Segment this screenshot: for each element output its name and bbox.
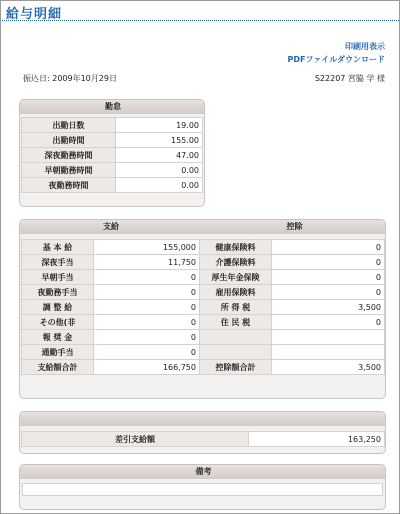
payment-label: 調 整 給 [22, 300, 94, 315]
deduction-value: 0 [272, 240, 385, 255]
attendance-value: 19.00 [116, 118, 203, 133]
pdf-download-link[interactable]: PDFファイルダウンロード [287, 55, 385, 64]
remarks-text [22, 483, 383, 496]
attendance-table [21, 117, 203, 193]
pay-row [22, 300, 385, 315]
deduction-value: 3,500 [272, 300, 385, 315]
deduction-value: 0 [272, 255, 385, 270]
deduction-label: 控除額合計 [200, 360, 272, 375]
title-divider [2, 20, 399, 21]
attendance-heading: 勤怠 [20, 100, 205, 114]
attendance-value: 47.00 [116, 148, 203, 163]
deduction-value: 0 [272, 270, 385, 285]
employee-name: S22207 宮脇 学 様 [314, 74, 385, 83]
deduction-label: 所 得 税 [200, 300, 272, 315]
payment-value: 11,750 [94, 255, 200, 270]
payment-value: 0 [94, 315, 200, 330]
pay-row [22, 270, 385, 285]
pay-panel [19, 219, 386, 399]
attendance-panel [19, 99, 205, 207]
deduction-label: 厚生年金保険 [200, 270, 272, 285]
remarks-panel [19, 464, 386, 510]
payment-value: 166,750 [94, 360, 200, 375]
print-view-link[interactable]: 印刷用表示 [345, 42, 385, 51]
attendance-row [22, 133, 203, 148]
deduction-label [200, 330, 272, 345]
payment-value: 0 [94, 300, 200, 315]
payment-label: 基 本 給 [22, 240, 94, 255]
pay-row [22, 315, 385, 330]
attendance-label: 早朝勤務時間 [22, 163, 116, 178]
net-pay-value: 163,250 [249, 432, 385, 447]
payment-value: 0 [94, 345, 200, 360]
net-pay-label: 差引支給額 [22, 432, 249, 447]
net-pay-panel [19, 411, 386, 454]
payment-label: 深夜手当 [22, 255, 94, 270]
deduction-label: 雇用保険料 [200, 285, 272, 300]
deduction-value [272, 345, 385, 360]
deduction-label: 住 民 税 [200, 315, 272, 330]
payment-label: 支給額合計 [22, 360, 94, 375]
payment-label: その他(非 [22, 315, 94, 330]
pay-row [22, 345, 385, 360]
payment-label: 早朝手当 [22, 270, 94, 285]
attendance-label: 夜勤務時間 [22, 178, 116, 193]
payment-heading: 支給 [103, 222, 119, 231]
payment-value: 0 [94, 330, 200, 345]
attendance-row [22, 178, 203, 193]
attendance-value: 0.00 [116, 163, 203, 178]
pay-row [22, 240, 385, 255]
net-pay-heading-bar [20, 412, 386, 426]
pay-row [22, 360, 385, 375]
attendance-value: 155.00 [116, 133, 203, 148]
pay-row [22, 255, 385, 270]
attendance-row [22, 163, 203, 178]
attendance-row [22, 118, 203, 133]
payment-label: 夜勤務手当 [22, 285, 94, 300]
payment-label: 報 奨 金 [22, 330, 94, 345]
pay-row [22, 285, 385, 300]
payment-label: 通勤手当 [22, 345, 94, 360]
deduction-label [200, 345, 272, 360]
attendance-value: 0.00 [116, 178, 203, 193]
payment-value: 0 [94, 270, 200, 285]
attendance-label: 出勤時間 [22, 133, 116, 148]
deduction-value [272, 330, 385, 345]
attendance-row [22, 148, 203, 163]
deduction-label: 介護保険料 [200, 255, 272, 270]
deduction-value: 0 [272, 285, 385, 300]
page-title: 給与明細 [6, 7, 63, 22]
remarks-heading: 備考 [20, 465, 386, 479]
pay-table [21, 239, 385, 375]
deduction-value: 0 [272, 315, 385, 330]
payment-value: 155,000 [94, 240, 200, 255]
transfer-date: 振込日: 2009年10月29日 [23, 74, 117, 83]
deduction-heading: 控除 [286, 222, 303, 231]
deduction-value: 3,500 [272, 360, 385, 375]
attendance-label: 出勤日数 [22, 118, 116, 133]
deduction-label: 健康保険料 [200, 240, 272, 255]
payment-value: 0 [94, 285, 200, 300]
net-pay-table [21, 431, 385, 447]
attendance-label: 深夜勤務時間 [22, 148, 116, 163]
pay-row [22, 330, 385, 345]
